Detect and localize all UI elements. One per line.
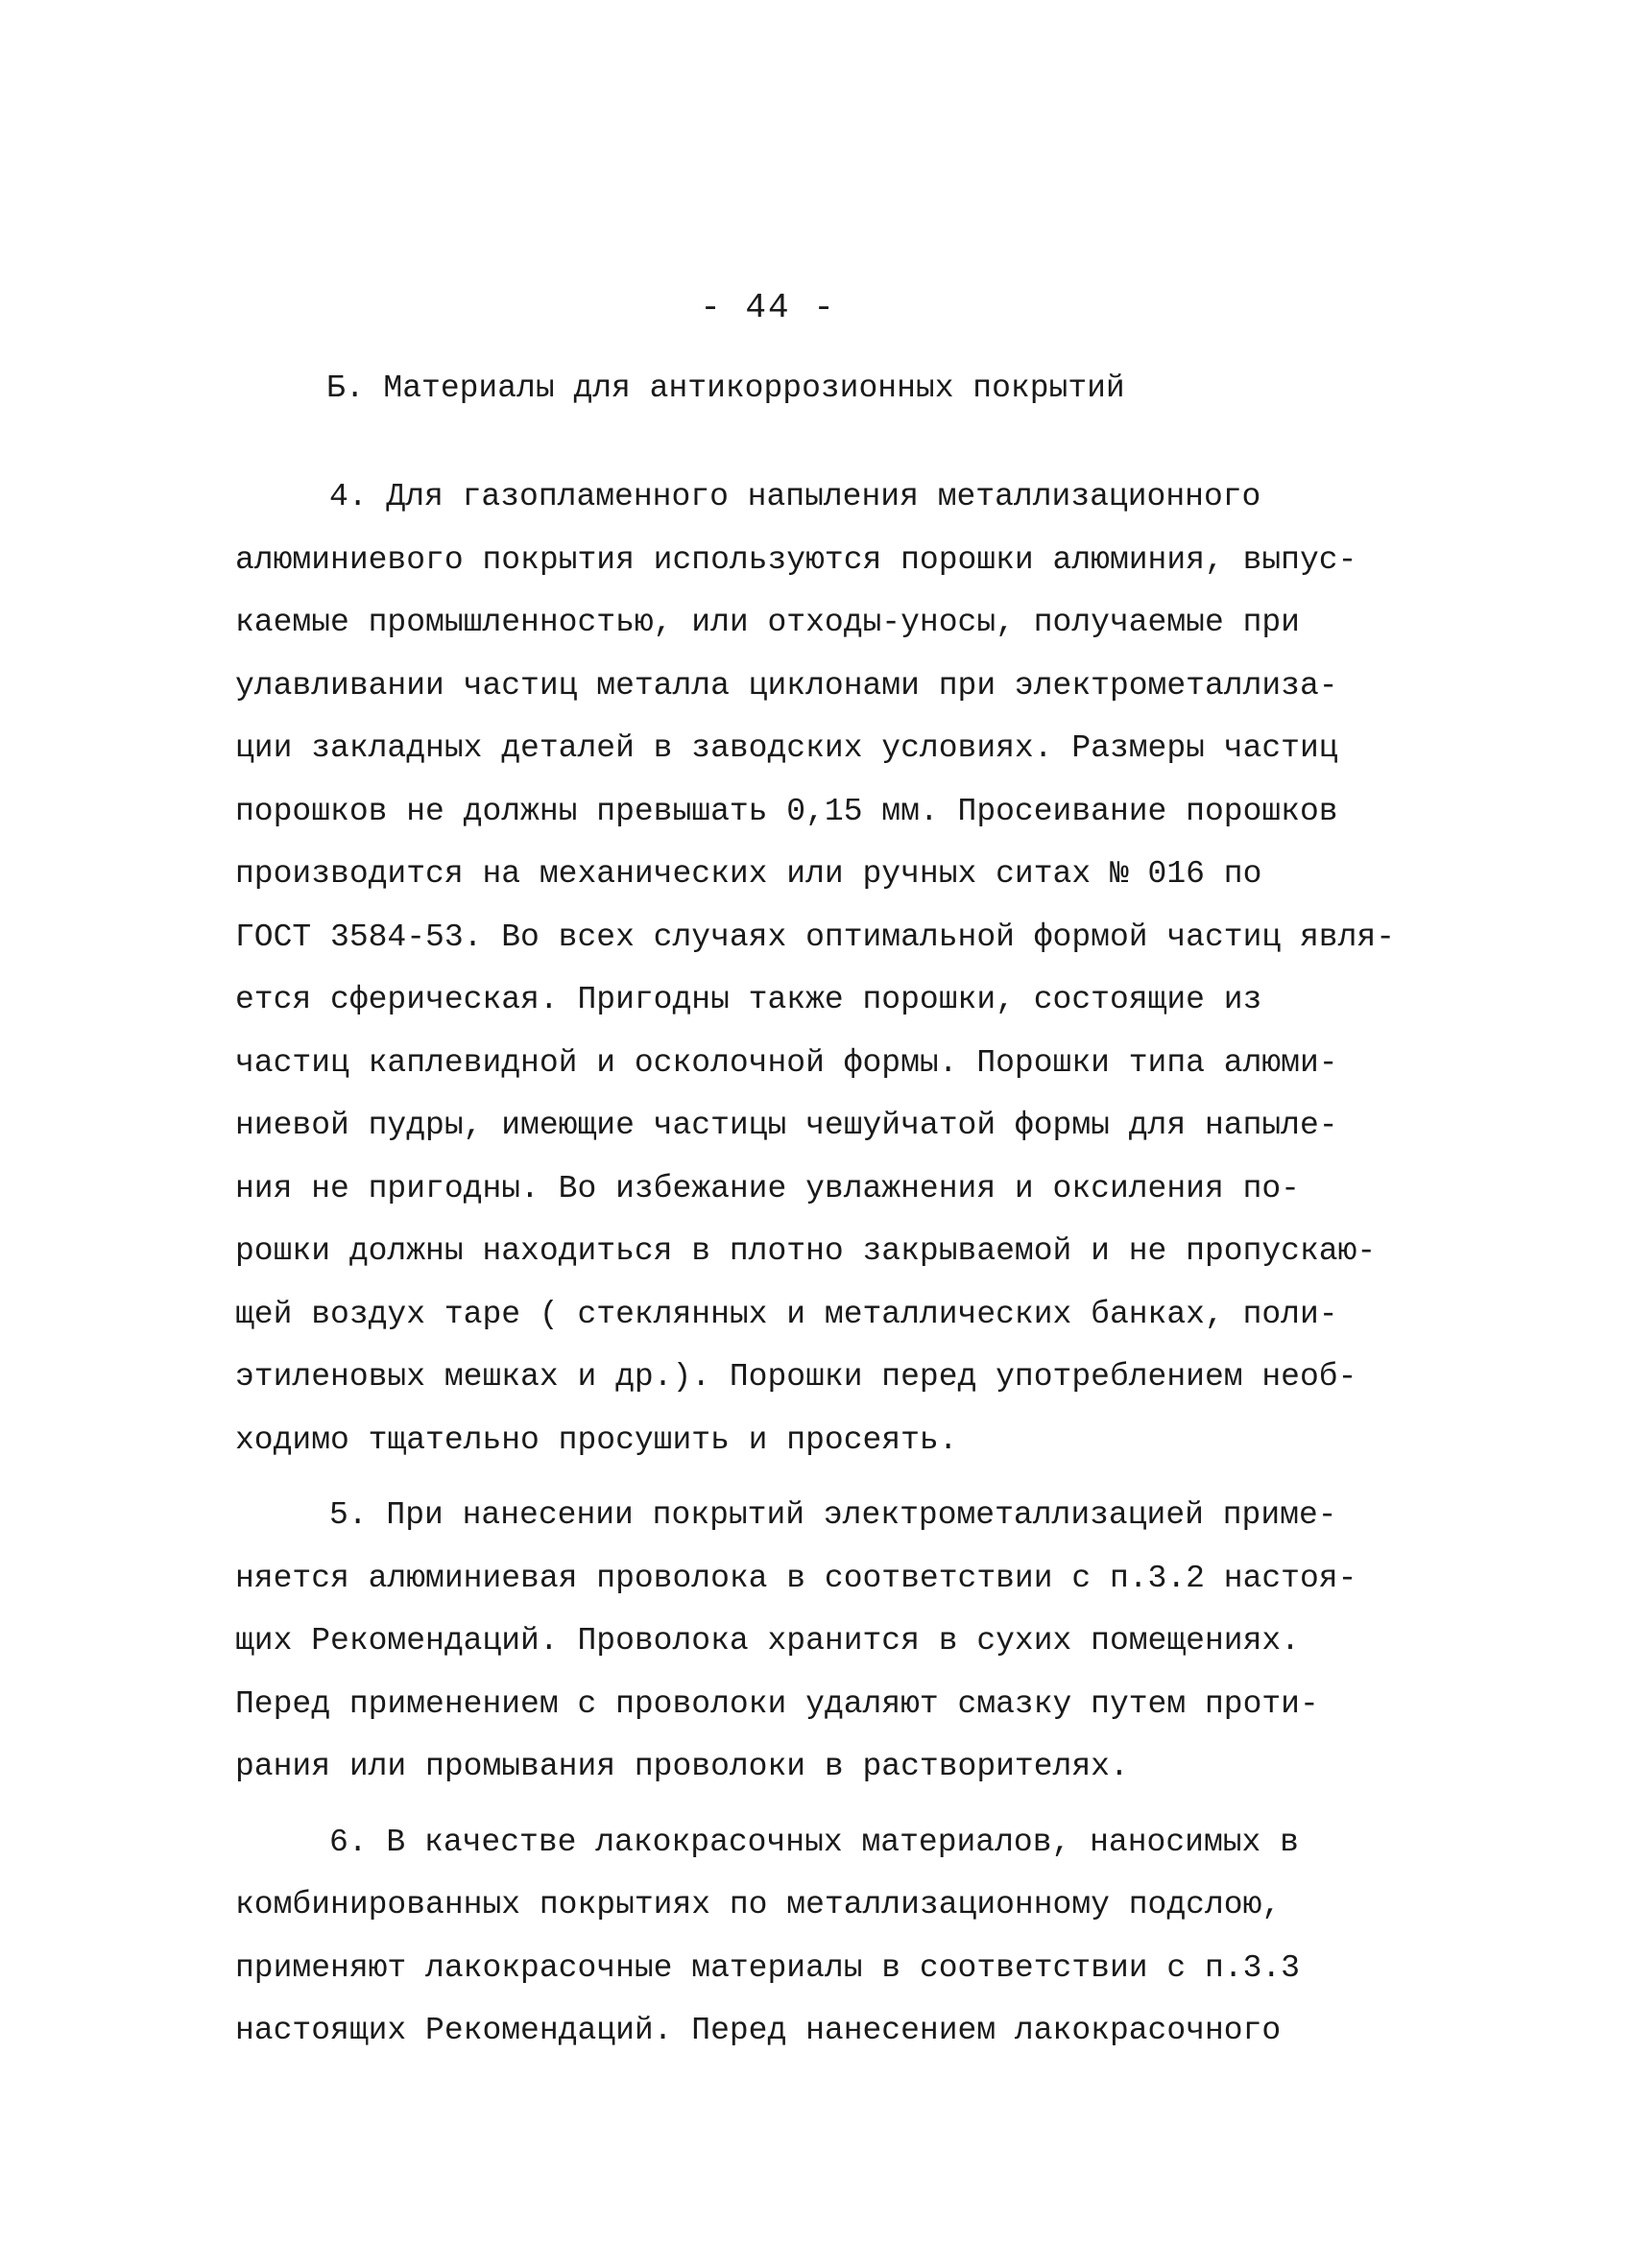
text-line: ГОСТ 3584-53. Во всех случаях оптимальной формой частиц явля- (235, 919, 1395, 955)
text-line: Перед применением с проволоки удаляют смазку путем проти- (235, 1685, 1319, 1722)
text-line: ходимо тщательно просушить и просеять. (235, 1421, 958, 1458)
text-line: комбинированных покрытиях по металлизационному подслою, (235, 1887, 1282, 1922)
text-line: ния не пригодны. Во избежание увлажнения и оксиления по- (235, 1170, 1300, 1206)
text-line: 4. Для газопламенного напыления металлизационного (329, 479, 1261, 514)
text-line: рошки должны находиться в плотно закрываемой и не пропускаю- (235, 1233, 1377, 1269)
text-line: этиленовых мешках и др.). Порошки перед употреблением необ- (235, 1359, 1357, 1395)
text-line: щих Рекомендаций. Проволока хранится в сухих помещениях. (235, 1623, 1300, 1659)
text-line: каемые промышленностью, или отходы-уносы, получаемые при (235, 605, 1300, 640)
text-line: алюминиевого покрытия используются порошки алюминия, выпус- (235, 541, 1357, 578)
paragraph-4 (235, 466, 1445, 1471)
text-line: рания или промывания проволоки в растворителях. (235, 1749, 1129, 1784)
paragraph-6 (235, 1811, 1445, 2063)
text-line: улавливании частиц металла циклонами при электрометаллиза- (235, 667, 1338, 704)
text-line: ниевой пудры, имеющие частицы чешуйчатой формы для напыле- (235, 1108, 1338, 1143)
text-line: 6. В качестве лакокрасочных материалов, наносимых в (329, 1824, 1299, 1860)
text-line: няется алюминиевая проволока в соответствии с п.3.2 настоя- (235, 1560, 1357, 1596)
text-line: настоящих Рекомендаций. Перед нанесением лакокрасочного (235, 2013, 1282, 2048)
text-line: порошков не должны превышать 0,15 мм. Просеивание порошков (235, 793, 1338, 829)
text-line: производится на механических или ручных ситах № 016 по (235, 856, 1262, 892)
text-line: ции закладных деталей в заводских условиях. Размеры частиц (235, 730, 1338, 766)
text-line: частиц каплевидной и осколочной формы. Порошки типа алюми- (235, 1044, 1338, 1081)
text-line: ется сферическая. Пригодны также порошки, состоящие из (235, 982, 1262, 1017)
section-heading: Б. Материалы для антикоррозионных покрытий (326, 370, 1125, 406)
body-text (235, 466, 1445, 2063)
text-line: щей воздух таре ( стеклянных и металлических банках, поли- (235, 1296, 1338, 1332)
page-number: - 44 - (700, 288, 836, 327)
text-line: применяют лакокрасочные материалы в соответствии с п.3.3 (235, 1949, 1300, 1986)
text-line: 5. При нанесении покрытий электрометаллизацией приме- (329, 1497, 1337, 1533)
paragraph-5 (235, 1484, 1445, 1799)
